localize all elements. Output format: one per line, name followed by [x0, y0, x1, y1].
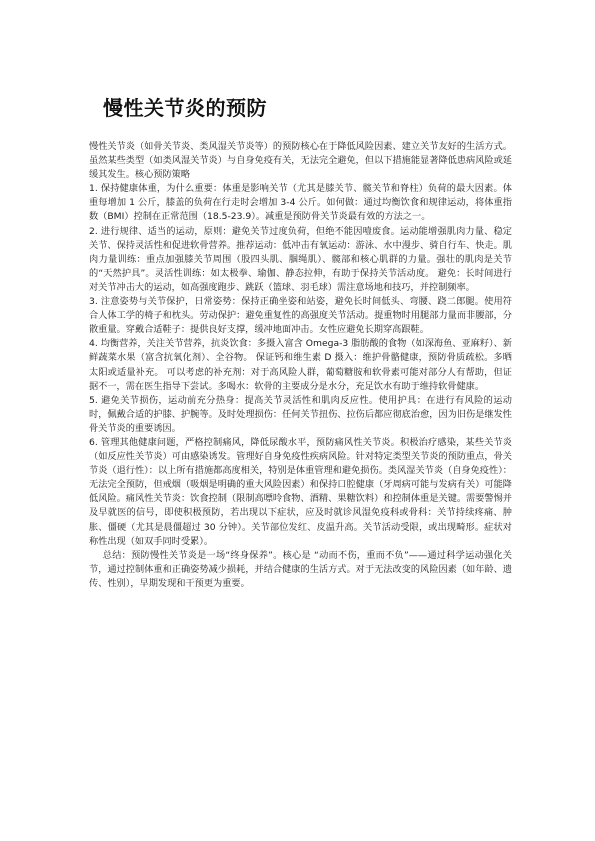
strategy-injury-paragraph: 5. 避免关节损伤，运动前充分热身：提高关节灵活性和肌肉反应性。使用护具：在进行有风险的运动时，佩戴合适的护膝、护腕等。及时处理损伤：任何关节扭伤、拉伤后都应彻底治愈，因为旧伤是继发性骨关节炎的重要诱因。 [89, 394, 512, 434]
summary-paragraph: 总结：预防慢性关节炎是一场“终身保养”。核心是 “动而不伤，重而不负”——通过科学运动强化关节，通过控制体重和正确姿势减少损耗，并结合健康的生活方式。对于无法改变的风险因素（如年龄、遗传、性别），早期发现和干预更为重要。 [89, 549, 512, 589]
strategy-health-management-paragraph: 6. 管理其他健康问题，严格控制痛风，降低尿酸水平，预防痛风性关节炎。积极治疗感染，某些关节炎（如反应性关节炎）可由感染诱发。管理好自身免疫性疾病风险。针对特定类型关节炎的预防重点，骨关节炎（退行性）：以上所有措施都高度相关，特别是体重管理和避免损伤。类风湿关节炎（自身免疫性）：无法完全预防，但戒烟（吸烟是明确的重大风险因素）和保持口腔健康（牙周病可能与发病有关）可能降低风险。痛风性关节炎：饮食控制（限制高嘌呤食物、酒精、果糖饮料）和控制体重是关键。需要警惕并及早就医的信号，即使积极预防，若出现以下症状，应及时就诊风湿免疫科或骨科：关节持续疼痛、肿胀、僵硬（尤其是晨僵超过 30 分钟）。关节部位发红、皮温升高。关节活动受限，或出现畸形。症状对称性出现（如双手同时受累）。 [89, 436, 512, 547]
strategy-weight-paragraph: 1. 保持健康体重，为什么重要：体重是影响关节（尤其是膝关节、髋关节和脊柱）负荷的最大因素。体重每增加 1 公斤，膝盖的负荷在行走时会增加 3-4 公斤。如何做：通过均衡饮食和规律运动，将体重指数（BMI）控制在正常范围（18.5-23.9）。减重是预防骨关节炎最有效的方法之一。 [89, 183, 512, 223]
strategy-posture-paragraph: 3. 注意姿势与关节保护，日常姿势：保持正确坐姿和站姿，避免长时间低头、弯腰、跷二郎腿。使用符合人体工学的椅子和枕头。劳动保护：避免重复性的高强度关节活动。提重物时用腿部力量而非腰部，分散重量。穿戴合适鞋子：提供良好支撑，缓冲地面冲击。女性应避免长期穿高跟鞋。 [89, 296, 512, 336]
strategy-nutrition-paragraph: 4. 均衡营养，关注关节营养，抗炎饮食：多摄入富含 Omega-3 脂肪酸的食物（如深海鱼、亚麻籽）、新鲜蔬菜水果（富含抗氧化剂）、全谷物。 保证钙和维生素 D 摄入：维护骨骼健康，预防骨质疏松。多晒太阳或适量补充。 可以考虑的补充剂：对于高风险人群，葡萄糖胺和软骨素可能对部分人有帮助，但证据不一，需在医生指导下尝试。多喝水：软骨的主要成分是水分，充足饮水有助于维持软骨健康。 [89, 338, 512, 392]
page-title: 慢性关节炎的预防 [103, 96, 267, 120]
article-body [89, 140, 512, 591]
intro-paragraph: 慢性关节炎（如骨关节炎、类风湿关节炎等）的预防核心在于降低风险因素、建立关节友好的生活方式。虽然某些类型（如类风湿关节炎）与自身免疫有关，无法完全避免，但以下措施能显著降低患病风险或延缓其发生。核心预防策略 [89, 141, 512, 181]
strategy-exercise-paragraph: 2. 进行规律、适当的运动，原则：避免关节过度负荷，但绝不能因噎废食。运动能增强肌肉力量、稳定关节、保持灵活性和促进软骨营养。推荐运动：低冲击有氧运动：游泳、水中漫步、骑自行车、快走。肌肉力量训练：重点加强膝关节周围（股四头肌、腘绳肌）、髋部和核心肌群的力量。强壮的肌肉是关节的“天然护具”。灵活性训练：如太极拳、瑜伽、静态拉伸，有助于保持关节活动度。 避免：长时间进行对关节冲击大的运动，如高强度跑步、跳跃（篮球、羽毛球）需注意场地和技巧，并控制频率。 [89, 225, 512, 293]
